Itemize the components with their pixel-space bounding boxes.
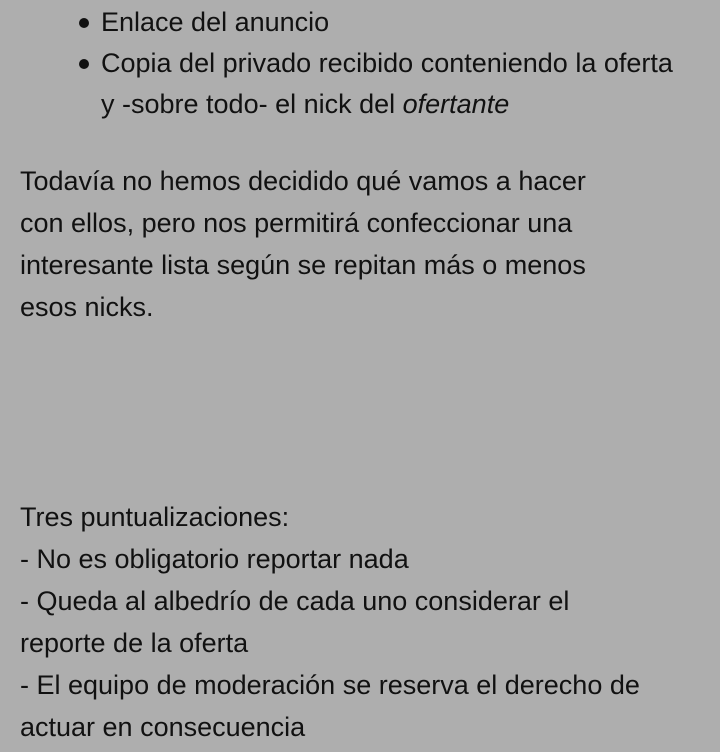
bullet-icon	[79, 59, 89, 69]
paragraph-line: reporte de la oferta	[20, 628, 249, 658]
paragraph-line: - Queda al albedrío de cada uno considerar el	[20, 586, 570, 616]
bullet-icon	[79, 18, 89, 28]
list-item-text: Enlace del anuncio	[101, 7, 330, 37]
requirements-list	[0, 2, 720, 125]
paragraph-line: Tres puntualizaciones:	[20, 502, 290, 532]
paragraph-line: esos nicks.	[20, 292, 154, 322]
paragraph-line: Todavía no hemos decidido qué vamos a hacer	[20, 166, 586, 196]
paragraph-line: - No es obligatorio reportar nada	[20, 544, 409, 574]
paragraph-line: con ellos, pero nos permitirá confeccionar una	[20, 208, 573, 238]
list-item	[0, 43, 720, 125]
paragraph-intro	[20, 160, 710, 328]
paragraph-line: - El equipo de moderación se reserva el derecho de	[20, 670, 640, 700]
list-item	[0, 2, 720, 43]
list-item-italic-text: ofertante	[402, 89, 510, 119]
paragraph-line: actuar en consecuencia	[20, 712, 306, 742]
list-item-text: Copia del privado recibido conteniendo la oferta y -sobre todo- el nick del	[101, 48, 673, 119]
paragraph-line: interesante lista según se repitan más o menos	[20, 250, 586, 280]
paragraph-clarifications	[20, 496, 710, 748]
